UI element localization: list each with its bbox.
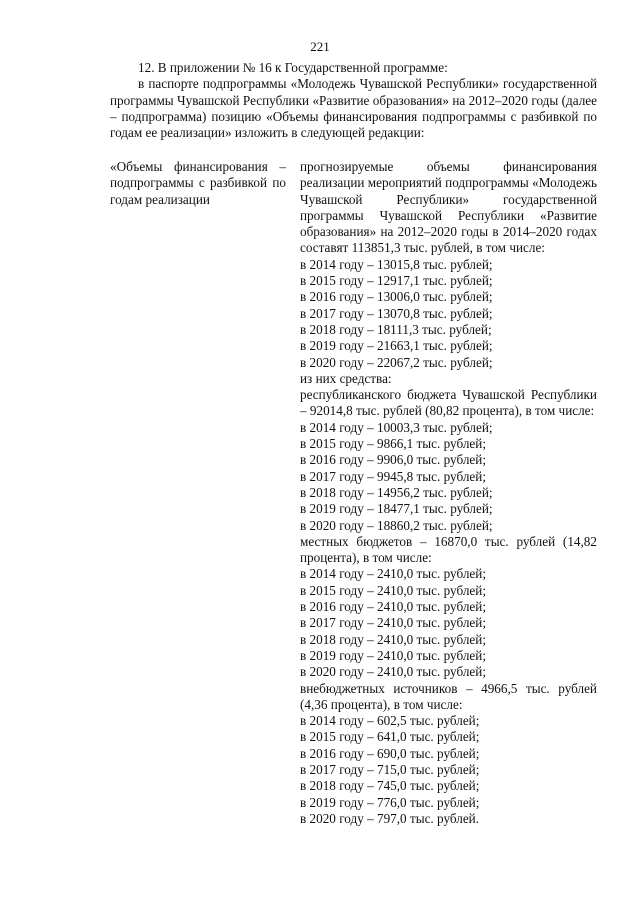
local-year-item: в 2014 году – 2410,0 тыс. рублей; [300,566,486,582]
total-years-list [300,257,597,371]
extra-year-item: в 2014 году – 602,5 тыс. рублей; [300,713,480,729]
extra-years-list [300,713,597,827]
extra-year-item: в 2018 году – 745,0 тыс. рублей; [300,778,480,794]
position-value [300,159,597,827]
republic-years-list [300,420,597,534]
total-year-item: в 2015 году – 12917,1 тыс. рублей; [300,273,493,289]
extra-budget-text: внебюджетных источников – 4966,5 тыс. рублей (4,36 процента), в том числе: [300,680,597,712]
local-year-item: в 2019 году – 2410,0 тыс. рублей; [300,647,486,663]
total-funding-text: прогнозируемые объемы финансирования реализации мероприятий подпрограммы «Молодежь Чувашской Республики» государственной программы Чувашской Республики «Развитие образования» на 2012–2020 годы в 2014–2020 годах составят 113851,3 тыс. рублей, в том числе: [300,159,597,256]
total-year-item: в 2019 году – 21663,1 тыс. рублей; [300,338,493,354]
local-year-item: в 2017 году – 2410,0 тыс. рублей; [300,615,486,631]
local-year-item: в 2020 году – 2410,0 тыс. рублей; [300,664,486,680]
of-them-label: из них средства: [300,370,392,386]
intro-point: 12. В приложении № 16 к Государственной программе: [138,60,448,75]
republic-year-item: в 2014 году – 10003,3 тыс. рублей; [300,419,493,435]
intro-section [110,60,597,141]
total-year-item: в 2016 году – 13006,0 тыс. рублей; [300,289,493,305]
position-name: «Объемы финансирования – подпрограммы с разбивкой по годам реализации [110,159,286,207]
republic-year-item: в 2016 году – 9906,0 тыс. рублей; [300,452,486,468]
total-year-item: в 2020 году – 22067,2 тыс. рублей; [300,354,493,370]
republic-year-item: в 2019 году – 18477,1 тыс. рублей; [300,501,493,517]
total-year-item: в 2018 году – 18111,3 тыс. рублей; [300,321,492,337]
total-year-item: в 2014 году – 13015,8 тыс. рублей; [300,256,493,272]
republic-budget-text: республиканского бюджета Чувашской Республики – 92014,8 тыс. рублей (80,82 процента), в том числе: [300,387,597,419]
extra-year-item: в 2019 году – 776,0 тыс. рублей; [300,794,480,810]
extra-year-item: в 2020 году – 797,0 тыс. рублей. [300,810,480,826]
local-year-item: в 2015 году – 2410,0 тыс. рублей; [300,582,486,598]
republic-year-item: в 2018 году – 14956,2 тыс. рублей; [300,484,493,500]
local-budget-text: местных бюджетов – 16870,0 тыс. рублей (14,82 процента), в том числе: [300,533,597,566]
intro-text: в паспорте подпрограммы «Молодежь Чувашской Республики» государственной программы Чувашской Республики «Развитие образования» на 2012–2020 годы (далее – подпрограмма) позицию «Объемы финансирования подпрограммы с разбивкой по годам ее реализации» изложить в следующей редакции: [110,76,597,141]
extra-year-item: в 2017 году – 715,0 тыс. рублей; [300,761,480,777]
total-year-item: в 2017 году – 13070,8 тыс. рублей; [300,305,493,321]
republic-year-item: в 2015 году – 9866,1 тыс. рублей; [300,436,486,452]
extra-year-item: в 2016 году – 690,0 тыс. рублей; [300,745,480,761]
extra-year-item: в 2015 году – 641,0 тыс. рублей; [300,729,480,745]
local-year-item: в 2018 году – 2410,0 тыс. рублей; [300,631,486,647]
republic-year-item: в 2020 году – 18860,2 тыс. рублей; [300,517,493,533]
local-years-list [300,566,597,680]
page-number: 221 [310,39,330,54]
local-year-item: в 2016 году – 2410,0 тыс. рублей; [300,599,486,615]
republic-year-item: в 2017 году – 9945,8 тыс. рублей; [300,468,486,484]
